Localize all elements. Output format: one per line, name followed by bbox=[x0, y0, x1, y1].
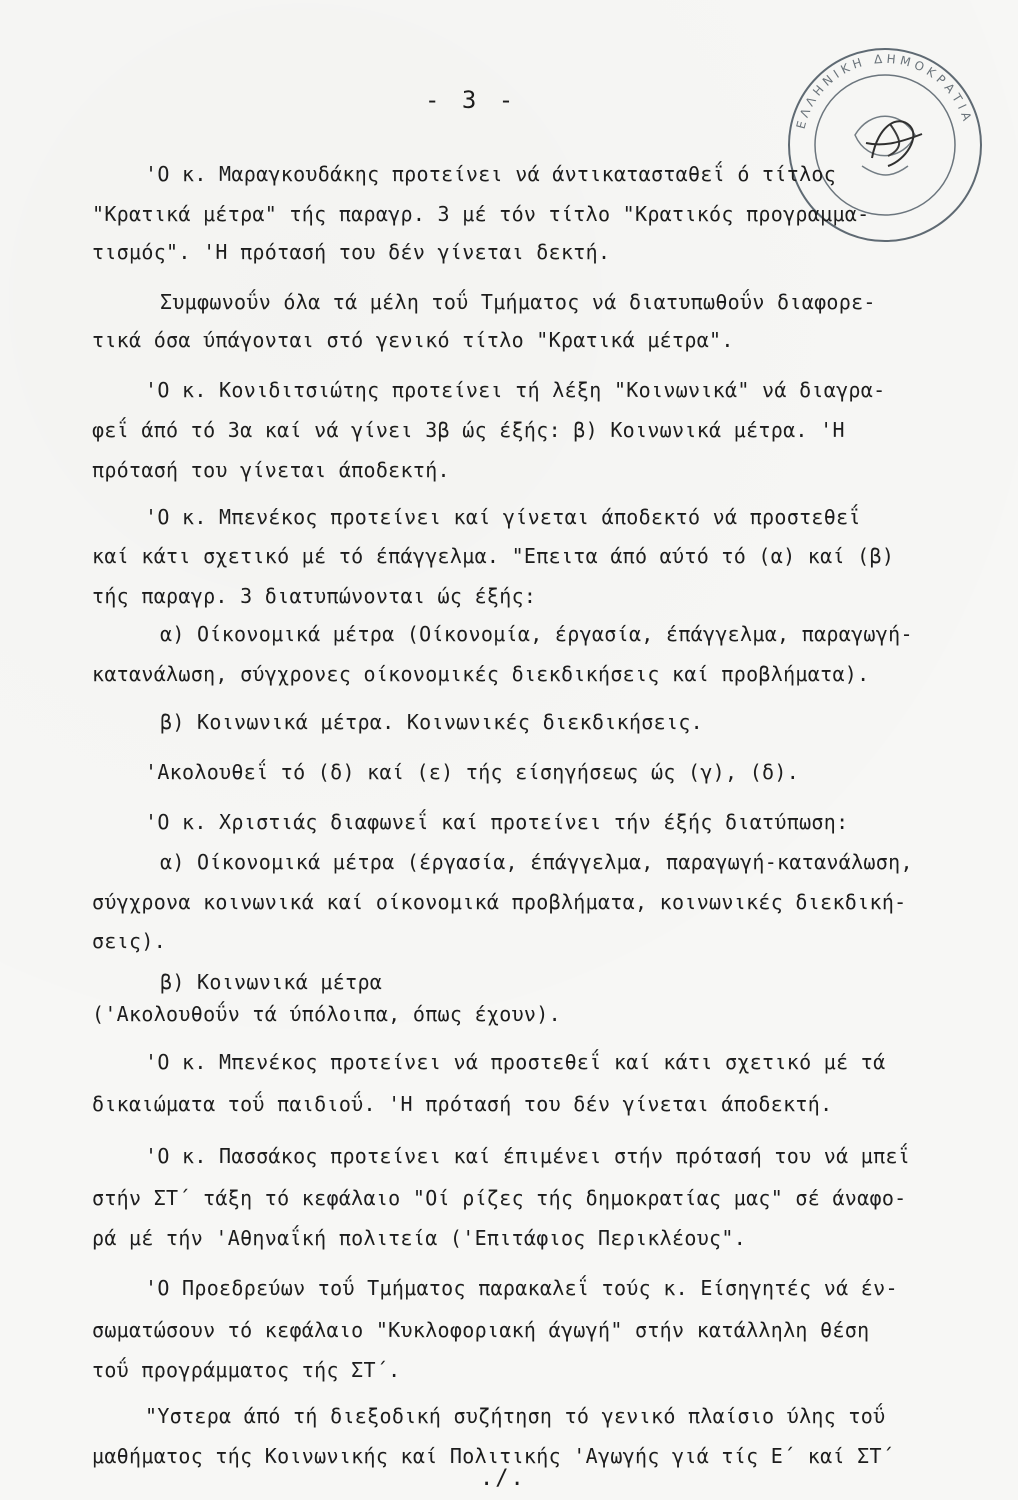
paragraph-line: σωματώσουν τό κεφάλαιο "Κυκλοφοριακή άγωγή" στήν κατάλληλη θέση bbox=[92, 1318, 870, 1342]
paragraph-line: 'Ακολουθεΐ τό (δ) καί (ε) τής είσηγήσεως ώς (γ), (δ). bbox=[145, 760, 800, 784]
paragraph-line: 'Ο κ. Μπενέκος προτείνει νά προστεθεΐ καί κάτι σχετικό μέ τά bbox=[145, 1050, 886, 1074]
paragraph-line: 'Ο κ. Μπενέκος προτείνει καί γίνεται άποδεκτό νά προστεθεΐ bbox=[145, 505, 861, 529]
paragraph-line: στήν ΣΤ΄ τάξη τό κεφάλαιο "Οί ρίζες τής δημοκρατίας μας" σέ άναφο- bbox=[92, 1186, 907, 1210]
list-item: α) Οίκονομικά μέτρα (έργασία, έπάγγελμα, παραγωγή-κατανάλωση, bbox=[160, 850, 913, 874]
paragraph-line: ('Ακολουθοΰν τά ύπόλοιπα, όπως έχουν). bbox=[92, 1002, 561, 1026]
paragraph-line: "Κρατικά μέτρα" τής παραγρ. 3 μέ τόν τίτλο "Κρατικός προγραμμα- bbox=[92, 202, 870, 226]
paragraph-line: τικά όσα ύπάγονται στό γενικό τίτλο "Κρατικά μέτρα". bbox=[92, 328, 734, 352]
list-item: β) Κοινωνικά μέτρα. Κοινωνικές διεκδικήσεις. bbox=[160, 710, 704, 734]
continuation-mark: ./. bbox=[480, 1466, 526, 1491]
paragraph-line: ρά μέ τήν 'Αθηναΐκή πολιτεία ('Επιτάφιος Περικλέους". bbox=[92, 1226, 747, 1250]
paragraph-line: τής παραγρ. 3 διατυπώνονται ώς έξής: bbox=[92, 584, 537, 608]
paragraph-line: 'Ο κ. Πασσάκος προτείνει καί έπιμένει στήν πρότασή του νά μπεΐ bbox=[145, 1144, 911, 1168]
paragraph-line: Συμφωνοΰν όλα τά μέλη τοΰ Τμήματος νά διατυπωθοΰν διαφορε- bbox=[160, 290, 876, 314]
paragraph-line: καί κάτι σχετικό μέ τό έπάγγελμα. "Επειτα άπό αύτό τό (α) καί (β) bbox=[92, 544, 895, 568]
paragraph-line: τοΰ προγράμματος τής ΣΤ΄. bbox=[92, 1358, 401, 1382]
list-item: κατανάλωση, σύγχρονες οίκονομικές διεκδικήσεις καί προβλήματα). bbox=[92, 662, 870, 686]
list-item: β) Κοινωνικά μέτρα bbox=[160, 970, 383, 994]
paragraph-line: 'Ο Προεδρεύων τοΰ Τμήματος παρακαλεΐ τούς κ. Είσηγητές νά έν- bbox=[145, 1276, 898, 1300]
paragraph-line: πρότασή του γίνεται άποδεκτή. bbox=[92, 458, 450, 482]
list-item: σύγχρονα κοινωνικά καί οίκονομικά προβλήματα, κοινωνικές διεκδική- bbox=[92, 890, 907, 914]
page-number: - 3 - bbox=[425, 86, 518, 114]
list-item: α) Οίκονομικά μέτρα (Οίκονομία, έργασία, έπάγγελμα, παραγωγή- bbox=[160, 622, 913, 646]
paragraph-line: φεΐ άπό τό 3α καί νά γίνει 3β ώς έξής: β) Κοινωνικά μέτρα. 'Η bbox=[92, 418, 845, 442]
paragraph-line: 'Ο κ. Χριστιάς διαφωνεΐ καί προτείνει τήν έξής διατύπωση: bbox=[145, 810, 849, 834]
paragraph-line: 'Ο κ. Μαραγκουδάκης προτείνει νά άντικατασταθεΐ ό τίτλος bbox=[145, 162, 837, 186]
list-item: σεις). bbox=[92, 929, 167, 953]
paragraph-line: μαθήματος τής Κοινωνικής καί Πολιτικής 'Αγωγής γιά τίς Ε΄ καί ΣΤ΄ bbox=[92, 1444, 895, 1468]
paragraph-line: δικαιώματα τοΰ παιδιοΰ. 'Η πρότασή του δέν γίνεται άποδεκτή. bbox=[92, 1092, 833, 1116]
paragraph-line: τισμός". 'Η πρότασή του δέν γίνεται δεκτή. bbox=[92, 240, 611, 264]
paragraph-line: 'Ο κ. Κονιδιτσιώτης προτείνει τή λέξη "Κοινωνικά" νά διαγρα- bbox=[145, 378, 886, 402]
paragraph-line: "Υστερα άπό τή διεξοδική συζήτηση τό γενικό πλαίσιο ύλης τοΰ bbox=[145, 1404, 886, 1428]
svg-text:ΕΛΛΗΝΙΚΗ ΔΗΜΟΚΡΑΤΙΑ: ΕΛΛΗΝΙΚΗ ΔΗΜΟΚΡΑΤΙΑ bbox=[793, 51, 976, 131]
